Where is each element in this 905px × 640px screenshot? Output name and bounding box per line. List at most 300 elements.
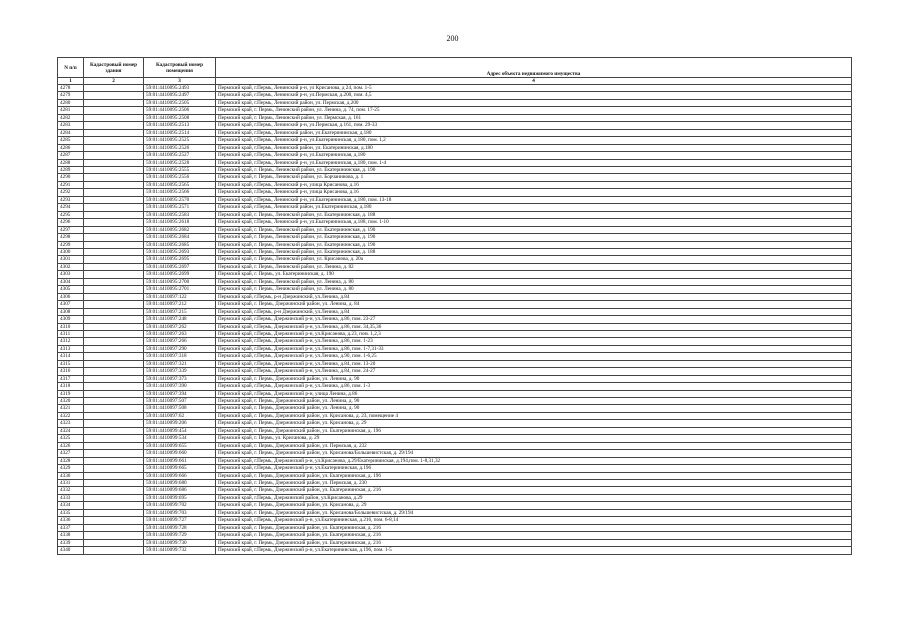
row-index-cell: 4293 [58,196,84,203]
table-row [58,524,852,531]
table-row [58,330,852,337]
row-index-cell: 4323 [58,420,84,427]
row-index-cell: 4303 [58,271,84,278]
premise-cadastral-cell: 59:01:4410099:680 [144,480,216,487]
building-cadastral-cell [84,405,144,412]
table-row [58,122,852,129]
premise-cadastral-cell: 59:01:4410097:508 [144,405,216,412]
row-index-cell: 4338 [58,532,84,539]
address-cell: Пермский край, г. Пермь, ул. Крисанова, д. 29 [216,435,852,442]
building-cadastral-cell [84,338,144,345]
premise-cadastral-cell: 59:01:4410095:2571 [144,204,216,211]
premise-cadastral-cell: 59:01:4410097:62 [144,412,216,419]
row-index-cell: 4320 [58,398,84,405]
row-index-cell: 4302 [58,263,84,270]
row-index-cell: 4327 [58,450,84,457]
row-index-cell: 4330 [58,472,84,479]
table-row [58,308,852,315]
premise-cadastral-cell: 59:01:4410097:122 [144,293,216,300]
address-cell: Пермский край, г.Пермь, Дзержинский р-н, ул.Ленина, д.84, пом. 24-27 [216,368,852,375]
table-row [58,278,852,285]
table-row [58,480,852,487]
building-cadastral-cell [84,271,144,278]
address-cell: Пермский край, г. Пермь, Дзержинский район, ул. Крисанова, д. 23, помещение 4 [216,412,852,419]
premise-cadastral-cell: 59:01:4410099:730 [144,539,216,546]
building-cadastral-cell [84,412,144,419]
table-row [58,99,852,106]
building-cadastral-cell [84,211,144,218]
building-cadastral-cell [84,137,144,144]
premise-cadastral-cell: 59:01:4410095:2497 [144,92,216,99]
table-row [58,494,852,501]
building-cadastral-cell [84,129,144,136]
address-cell: Пермский край, г.Пермь, Дзержинский р-н, улица Ленина, д.86 [216,390,852,397]
table-row [58,323,852,330]
table-row [58,159,852,166]
row-index-cell: 4306 [58,293,84,300]
building-cadastral-cell [84,196,144,203]
table-row [58,532,852,539]
premise-cadastral-cell: 59:01:4410097:394 [144,390,216,397]
row-index-cell: 4319 [58,390,84,397]
row-index-cell: 4289 [58,166,84,173]
building-cadastral-cell [84,457,144,464]
premise-cadastral-cell: 59:01:4410095:2566 [144,189,216,196]
row-index-cell: 4294 [58,204,84,211]
address-cell: Пермский край, г.Пермь, Дзержинский район, ул.Крисанова, д.29 [216,494,852,501]
premise-cadastral-cell: 59:01:4410099:695 [144,494,216,501]
table-row [58,107,852,114]
table-row [58,509,852,516]
address-cell: Пермский край, г.Пермь, Дзержинский р-н, ул.Ленина, д.86, пом. 1-7,31-33 [216,345,852,352]
table-row [58,450,852,457]
building-cadastral-cell [84,122,144,129]
table-row [58,204,852,211]
row-index-cell: 4317 [58,375,84,382]
header-num-3: 3 [144,78,216,85]
address-cell: Пермский край, г.Пермь, Ленинский район, ул.Екатерининская, д.180 [216,129,852,136]
table-row [58,539,852,546]
table-row [58,547,852,554]
table-row [58,368,852,375]
row-index-cell: 4299 [58,241,84,248]
premise-cadastral-cell: 59:01:4410095:2583 [144,211,216,218]
building-cadastral-cell [84,345,144,352]
premise-cadastral-cell: 59:01:4410095:2527 [144,152,216,159]
premise-cadastral-cell: 59:01:4410095:2506 [144,107,216,114]
table-row [58,375,852,382]
row-index-cell: 4340 [58,547,84,554]
building-cadastral-cell [84,472,144,479]
premise-cadastral-cell: 59:01:4410095:2685 [144,241,216,248]
building-cadastral-cell [84,330,144,337]
row-index-cell: 4285 [58,137,84,144]
row-index-cell: 4312 [58,338,84,345]
row-index-cell: 4308 [58,308,84,315]
address-cell: Пермский край, г.Пермь, Ленинский р-н, ул Крисанова, д 24, пом. 1-5 [216,85,852,92]
address-cell: Пермский край, г.Пермь, Ленинский район, ул.Екатерининская, д.180 [216,204,852,211]
row-index-cell: 4288 [58,159,84,166]
address-cell: Пермский край, г. Пермь, Дзержинский район, ул. Крисанова/Большевистская, д. 29/194 [216,509,852,516]
table-row [58,457,852,464]
table-body [58,85,852,555]
premise-cadastral-cell: 59:01:4410097:507 [144,398,216,405]
building-cadastral-cell [84,174,144,181]
address-cell: Пермский край, г.Пермь, Дзержинский р-н, ул.Ленина, д.90, пом. 1-6,25 [216,353,852,360]
table-row [58,293,852,300]
building-cadastral-cell [84,152,144,159]
address-cell: Пермский край, г. Пермь, Дзержинский район, ул. Екатерининская, д. 196 [216,472,852,479]
premise-cadastral-cell: 59:01:4410099:206 [144,420,216,427]
table-row [58,398,852,405]
premise-cadastral-cell: 59:01:4410097:373 [144,375,216,382]
table-row [58,338,852,345]
building-cadastral-cell [84,316,144,323]
row-index-cell: 4310 [58,323,84,330]
building-cadastral-cell [84,480,144,487]
address-cell: Пермский край, г. Пермь, Дзержинский район, ул. Ленина, д. 90 [216,398,852,405]
table-row [58,234,852,241]
address-cell: Пермский край, г. Пермь, Ленинский район, ул. Ленина, д. 74, пом. 17-25 [216,107,852,114]
address-cell: Пермский край, г. Пермь, Дзержинский район, ул. Ленина, д. 84 [216,301,852,308]
address-cell: Пермский край, г.Пермь, Ленинский р-н, ул.Пермская, д.200, пом. 4,5 [216,92,852,99]
row-index-cell: 4280 [58,99,84,106]
building-cadastral-cell [84,293,144,300]
table-row [58,442,852,449]
premise-cadastral-cell: 59:01:4410099:686 [144,487,216,494]
premise-cadastral-cell: 59:01:4410099:729 [144,532,216,539]
address-cell: Пермский край, г. Пермь, Ленинский район, ул. Екатерининская, д. 188 [216,211,852,218]
address-cell: Пермский край, г.Пермь, Дзержинский р-н, ул.Ленина, д.84, пом. 13-20 [216,360,852,367]
building-cadastral-cell [84,301,144,308]
premise-cadastral-cell: 59:01:4410095:2526 [144,144,216,151]
premise-cadastral-cell: 59:01:4410097:212 [144,301,216,308]
address-cell: Пермский край, г. Пермь, Ленинский район, ул. Екатерининская, д. 190 [216,241,852,248]
row-index-cell: 4315 [58,360,84,367]
table-row [58,435,852,442]
building-cadastral-cell [84,308,144,315]
premise-cadastral-cell: 59:01:4410097:290 [144,345,216,352]
table-row [58,286,852,293]
building-cadastral-cell [84,241,144,248]
address-cell: Пермский край, г.Пермь, Дзержинский р-н, ул.Екатерининская, д.216, пом. 6-8,14 [216,517,852,524]
premise-cadastral-cell: 59:01:4410099:661 [144,457,216,464]
row-index-cell: 4305 [58,286,84,293]
table-row [58,196,852,203]
row-index-cell: 4334 [58,502,84,509]
row-index-cell: 4278 [58,85,84,92]
building-cadastral-cell [84,226,144,233]
address-cell: Пермский край, г. Пермь, Дзержинский район, ул. Екатерининская, д. 216 [216,524,852,531]
building-cadastral-cell [84,278,144,285]
building-cadastral-cell [84,234,144,241]
premise-cadastral-cell: 59:01:4410095:2699 [144,271,216,278]
row-index-cell: 4324 [58,427,84,434]
table-row [58,152,852,159]
building-cadastral-cell [84,353,144,360]
premise-cadastral-cell: 59:01:4410095:2508 [144,114,216,121]
address-cell: Пермский край, г.Пермь, р-н Дзержинский, ул.Ленина, д.84 [216,293,852,300]
table-row [58,174,852,181]
premise-cadastral-cell: 59:01:4410095:2565 [144,181,216,188]
building-cadastral-cell [84,286,144,293]
building-cadastral-cell [84,204,144,211]
row-index-cell: 4309 [58,316,84,323]
address-cell: Пермский край, г.Пермь, Дзержинский р-н, ул.Ленина, д.86, пом. 1-23 [216,338,852,345]
row-index-cell: 4322 [58,412,84,419]
row-index-cell: 4279 [58,92,84,99]
table-row [58,316,852,323]
address-cell: Пермский край, г. Пермь, Ленинский район, ул. Ленина, д. 80 [216,286,852,293]
building-cadastral-cell [84,494,144,501]
table-row [58,219,852,226]
header-premise-cadastral: Кадастровый номер помещения [144,58,216,78]
address-cell: Пермский край, г.Пермь, Ленинский район, ул. Екатерининская, д.180 [216,144,852,151]
premise-cadastral-cell: 59:01:4410099:728 [144,524,216,531]
row-index-cell: 4333 [58,494,84,501]
table-row [58,472,852,479]
row-index-cell: 4298 [58,234,84,241]
building-cadastral-cell [84,360,144,367]
address-cell: Пермский край, г. Пермь, Ленинский район, ул. Ленина, д. 82 [216,263,852,270]
table-row [58,465,852,472]
row-index-cell: 4292 [58,189,84,196]
building-cadastral-cell [84,420,144,427]
table-row [58,114,852,121]
address-cell: Пермский край, г.Пермь, Ленинский р-н, улица Крисанова, д.16 [216,181,852,188]
premise-cadastral-cell: 59:01:4410099:534 [144,435,216,442]
building-cadastral-cell [84,189,144,196]
header-num-2: 2 [84,78,144,85]
building-cadastral-cell [84,248,144,255]
address-cell: Пермский край, г.Пермь, Дзержинский р-н, ул.Ленина, д.86, пом. 23-27 [216,316,852,323]
premise-cadastral-cell: 59:01:4410099:655 [144,442,216,449]
premise-cadastral-cell: 59:01:4410095:2682 [144,226,216,233]
address-cell: Пермский край, г. Пермь, Дзержинский район, ул. Крисанова/Большевистская, д. 29/194 [216,450,852,457]
building-cadastral-cell [84,85,144,92]
table-row [58,427,852,434]
row-index-cell: 4332 [58,487,84,494]
building-cadastral-cell [84,219,144,226]
table-row [58,353,852,360]
premise-cadastral-cell: 59:01:4410097:266 [144,338,216,345]
row-index-cell: 4290 [58,174,84,181]
premise-cadastral-cell: 59:01:4410099:666 [144,472,216,479]
building-cadastral-cell [84,263,144,270]
building-cadastral-cell [84,435,144,442]
table-row [58,92,852,99]
row-index-cell: 4339 [58,539,84,546]
address-cell: Пермский край, г. Пермь, Ленинский район, ул. Екатерининская, д. 190 [216,234,852,241]
address-cell: Пермский край, г. Пермь, Ленинский район, ул. Пермская, д. 161 [216,114,852,121]
premise-cadastral-cell: 59:01:4410095:2525 [144,137,216,144]
table-row [58,85,852,92]
address-cell: Пермский край, г.Пермь, Ленинский р-н, ул.Екатерининская, д.188, пом. 1-10 [216,219,852,226]
header-num-1: 1 [58,78,84,85]
building-cadastral-cell [84,144,144,151]
row-index-cell: 4291 [58,181,84,188]
row-index-cell: 4335 [58,509,84,516]
premise-cadastral-cell: 59:01:4410099:702 [144,502,216,509]
building-cadastral-cell [84,442,144,449]
row-index-cell: 4295 [58,211,84,218]
building-cadastral-cell [84,517,144,524]
premise-cadastral-cell: 59:01:4410097:318 [144,353,216,360]
table-row [58,226,852,233]
building-cadastral-cell [84,398,144,405]
row-index-cell: 4316 [58,368,84,375]
table-row [58,137,852,144]
address-cell: Пермский край, г.Пермь, Дзержинский р-н, ул.Екатерининская, д.196 [216,465,852,472]
table-row [58,144,852,151]
address-cell: Пермский край, г. Пермь, Дзержинский район, ул. Екатерининская, д. 216 [216,487,852,494]
table-row [58,487,852,494]
address-cell: Пермский край, г. Пермь, Дзержинский район, ул. Пермская, д. 232 [216,442,852,449]
row-index-cell: 4336 [58,517,84,524]
address-cell: Пермский край, г.Пермь, Дзержинский р-н, ул.Ленина, д.86, пом. 1-3 [216,383,852,390]
property-table [57,57,852,555]
row-index-cell: 4284 [58,129,84,136]
premise-cadastral-cell: 59:01:4410095:2555 [144,166,216,173]
header-index: N п/п [58,58,84,78]
table-row [58,502,852,509]
address-cell: Пермский край, г. Пермь, Дзержинский район, ул. Ленина, д. 90 [216,375,852,382]
premise-cadastral-cell: 59:01:4410099:660 [144,450,216,457]
table-row [58,390,852,397]
building-cadastral-cell [84,99,144,106]
building-cadastral-cell [84,114,144,121]
premise-cadastral-cell: 59:01:4410099:727 [144,517,216,524]
table-row [58,345,852,352]
premise-cadastral-cell: 59:01:4410097:390 [144,383,216,390]
premise-cadastral-cell: 59:01:4410095:2505 [144,99,216,106]
address-cell: Пермский край, г. Пермь, Дзержинский район, ул. Крисанова, д. 29 [216,420,852,427]
building-cadastral-cell [84,532,144,539]
address-cell: Пермский край, г. Пермь, Ленинский район, ул. Екатерининская, д. 190 [216,166,852,173]
address-cell: Пермский край, г.Пермь, Ленинский р-н, улица Крисанова, д.16 [216,189,852,196]
row-index-cell: 4318 [58,383,84,390]
row-index-cell: 4300 [58,248,84,255]
premise-cadastral-cell: 59:01:4410095:2701 [144,286,216,293]
table-row [58,405,852,412]
address-cell: Пермский край, г. Пермь, Ленинский район, ул. Екатерининская, д. 190 [216,226,852,233]
row-index-cell: 4307 [58,301,84,308]
building-cadastral-cell [84,323,144,330]
address-cell: Пермский край, г.Пермь, Дзержинский р-н, ул.Ленина, д.86, пом. 34,35,36 [216,323,852,330]
building-cadastral-cell [84,92,144,99]
premise-cadastral-cell: 59:01:4410095:2570 [144,196,216,203]
row-index-cell: 4311 [58,330,84,337]
header-num-4: 4 [216,78,852,85]
address-cell: Пермский край, г.Пермь, Ленинский р-н, ул.Екатерининская, д.180, пом. 13-18 [216,196,852,203]
building-cadastral-cell [84,450,144,457]
premise-cadastral-cell: 59:01:4410095:2514 [144,129,216,136]
header-address: Адрес объекта недвижимого имущества [216,58,852,78]
row-index-cell: 4296 [58,219,84,226]
building-cadastral-cell [84,427,144,434]
row-index-cell: 4301 [58,256,84,263]
header-building-cadastral: Кадастровый номер здания [84,58,144,78]
building-cadastral-cell [84,368,144,375]
premise-cadastral-cell: 59:01:4410099:665 [144,465,216,472]
row-index-cell: 4325 [58,435,84,442]
building-cadastral-cell [84,256,144,263]
building-cadastral-cell [84,487,144,494]
row-index-cell: 4297 [58,226,84,233]
building-cadastral-cell [84,159,144,166]
row-index-cell: 4313 [58,345,84,352]
table-row [58,420,852,427]
building-cadastral-cell [84,375,144,382]
address-cell: Пермский край, г. Пермь, Ленинский район, ул. Екатерининская, д. 188 [216,248,852,255]
table-row [58,256,852,263]
row-index-cell: 4286 [58,144,84,151]
building-cadastral-cell [84,107,144,114]
row-index-cell: 4329 [58,465,84,472]
row-index-cell: 4287 [58,152,84,159]
premise-cadastral-cell: 59:01:4410095:2693 [144,248,216,255]
premise-cadastral-cell: 59:01:4410095:2528 [144,159,216,166]
address-cell: Пермский край, г.Пермь, Ленинский р-н, ул.Екатерининская, д.180, пом. 1-4 [216,159,852,166]
premise-cadastral-cell: 59:01:4410097:248 [144,316,216,323]
address-cell: Пермский край, г. Пермь, Ленинский район, ул. Ленина, д. 80 [216,278,852,285]
table-header-numbers-row [58,78,852,85]
table-header-row [58,58,852,78]
premise-cadastral-cell: 59:01:4410095:2684 [144,234,216,241]
building-cadastral-cell [84,181,144,188]
address-cell: Пермский край, г.Пермь, Ленинский р-н, ул.Екатерининская, д.180, пом. 1,2 [216,137,852,144]
address-cell: Пермский край, г. Пермь, Дзержинский район, ул. Екатерининская, д. 216 [216,539,852,546]
row-index-cell: 4282 [58,114,84,121]
building-cadastral-cell [84,390,144,397]
address-cell: Пермский край, г. Пермь, ул. Екатерининская, д. 190 [216,271,852,278]
row-index-cell: 4281 [58,107,84,114]
premise-cadastral-cell: 59:01:4410095:2700 [144,278,216,285]
address-cell: Пермский край, г. Пермь, Дзержинский район, ул. Екатерининская, д. 216 [216,532,852,539]
premise-cadastral-cell: 59:01:4410099:703 [144,509,216,516]
premise-cadastral-cell: 59:01:4410099:732 [144,547,216,554]
premise-cadastral-cell: 59:01:4410097:215 [144,308,216,315]
row-index-cell: 4321 [58,405,84,412]
building-cadastral-cell [84,166,144,173]
address-cell: Пермский край, г.Пермь, Дзержинский р-н, ул.Крисанова, д.29/Екатерининская, д.194,пом. 1-8,31,32 [216,457,852,464]
building-cadastral-cell [84,547,144,554]
table-row [58,211,852,218]
row-index-cell: 4337 [58,524,84,531]
address-cell: Пермский край, г. Пермь, Ленинский район, ул. Борчанинова, д. 1 [216,174,852,181]
premise-cadastral-cell: 59:01:4410099:454 [144,427,216,434]
premise-cadastral-cell: 59:01:4410097:321 [144,360,216,367]
table-row [58,271,852,278]
row-index-cell: 4326 [58,442,84,449]
building-cadastral-cell [84,524,144,531]
table-row [58,181,852,188]
address-cell: Пермский край, г.Пермь, Ленинский р-н, ул.Пермская, д.161, пом. 29-33 [216,122,852,129]
table-row [58,517,852,524]
address-cell: Пермский край, г.Пермь, Дзержинский р-н, ул.Крисанова, д.23, пом. 1,2,3 [216,330,852,337]
building-cadastral-cell [84,539,144,546]
row-index-cell: 4331 [58,480,84,487]
row-index-cell: 4314 [58,353,84,360]
premise-cadastral-cell: 59:01:4410095:2695 [144,256,216,263]
page-number: 200 [446,34,459,43]
premise-cadastral-cell: 59:01:4410097:263 [144,330,216,337]
table-row [58,383,852,390]
premise-cadastral-cell: 59:01:4410095:2513 [144,122,216,129]
address-cell: Пермский край, г.Пермь, Ленинский район, ул. Пермская, д.200 [216,99,852,106]
table-row [58,248,852,255]
table-row [58,263,852,270]
